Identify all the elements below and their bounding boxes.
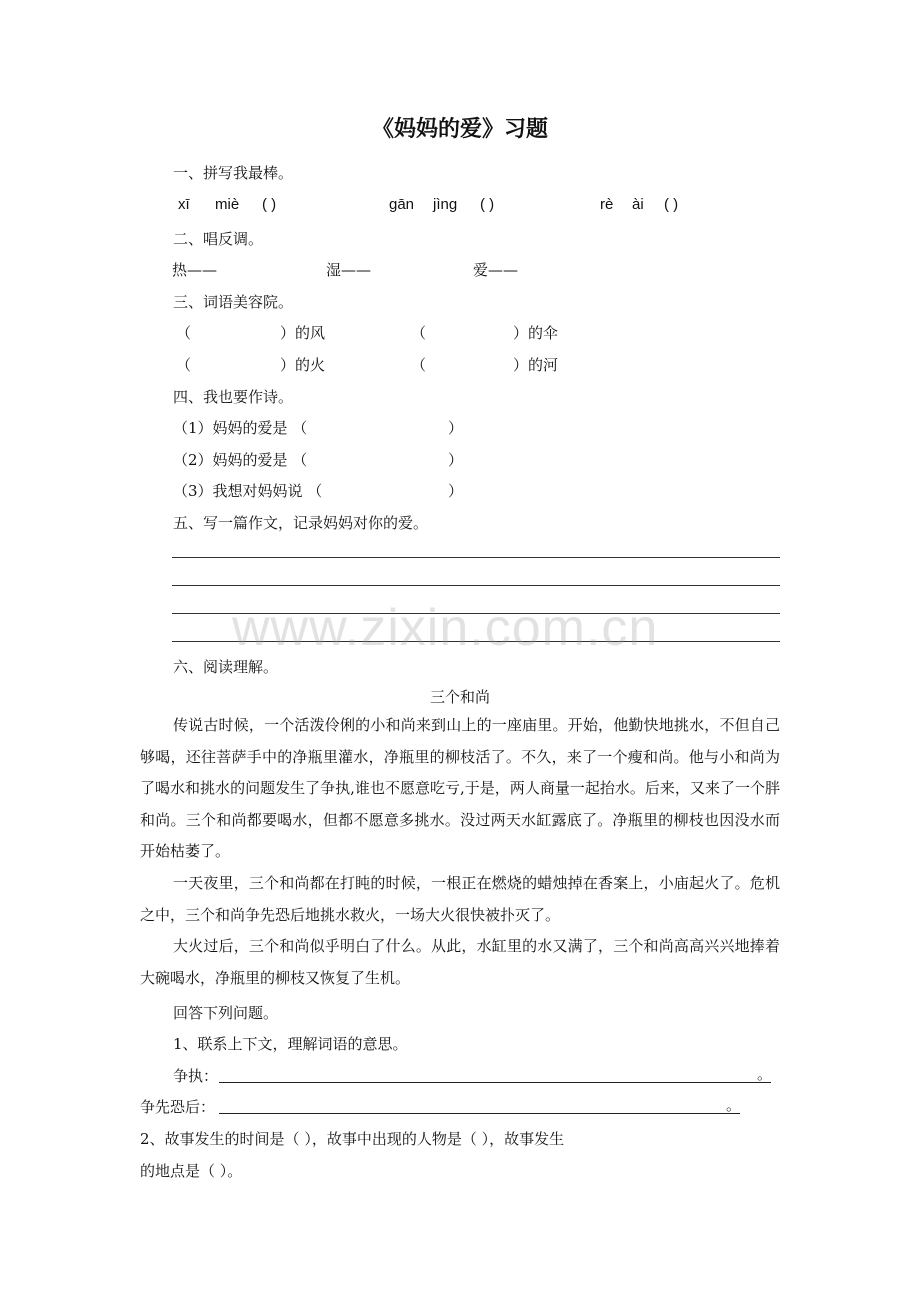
- pinyin-2a: gān: [389, 196, 415, 213]
- phrase-umbrella: ）的伞: [513, 324, 559, 342]
- answer-line-1-period: 。: [757, 1065, 773, 1083]
- section-1-heading: 一、拼写我最棒。: [173, 164, 294, 182]
- antonym-item-1[interactable]: 热——: [172, 261, 218, 279]
- watermark: www.zixin.com.cn: [232, 599, 659, 657]
- pinyin-2b: jìng: [433, 196, 458, 213]
- section-4-heading: 四、我也要作诗。: [173, 388, 294, 406]
- word-label-2: 争先恐后：: [140, 1098, 216, 1116]
- answer-line-2[interactable]: [219, 1113, 740, 1114]
- page-title: 《妈妈的爱》习题: [371, 116, 548, 142]
- section-3-heading: 三、词语美容院。: [173, 293, 294, 311]
- pinyin-3b: ài: [632, 196, 644, 213]
- writing-line[interactable]: [172, 585, 780, 586]
- story-paragraph-2: 一天夜里，三个和尚都在打盹的时候，一根正在燃烧的蜡烛掉在香案上，小庙起火了。危机之中，三个和尚争先恐后地挑水救火，一场大火很快被扑灭了。: [140, 874, 780, 924]
- blank-open[interactable]: （: [176, 324, 192, 342]
- blank-open[interactable]: （: [411, 324, 427, 342]
- story-paragraph-1: 传说古时候，一个活泼伶俐的小和尚来到山上的一座庙里。开始，他勤快地挑水，不但自己够喝，还往菩萨手中的净瓶里灌水，净瓶里的柳枝活了。不久，来了一个瘦和尚。他与小和尚为了喝水和挑水的问题发生了争执,谁也不愿意吃亏,于是，两人商量一起抬水。后来，又来了一个胖和尚。三个和尚都要喝水，但都不愿意多挑水。没过两天水缸露底了。净瓶里的柳枝也因没水而开始枯萎了。: [140, 716, 780, 860]
- phrase-river: ）的河: [513, 356, 559, 374]
- answer-line-1[interactable]: [219, 1082, 771, 1083]
- answer-line-2-period: 。: [726, 1096, 742, 1114]
- section-6-heading: 六、阅读理解。: [173, 658, 279, 676]
- section-2-heading: 二、唱反调。: [173, 230, 264, 248]
- blank-open[interactable]: （: [176, 356, 192, 374]
- poem-line-2: （2）妈妈的爱是 （: [173, 451, 308, 469]
- poem-line-1-close: ）: [448, 419, 464, 437]
- answer-heading: 回答下列问题。: [173, 1004, 279, 1022]
- phrase-fire: ）的火: [280, 356, 326, 374]
- poem-line-1: （1）妈妈的爱是 （: [173, 419, 308, 437]
- writing-line[interactable]: [172, 557, 780, 558]
- phrase-wind: ）的风: [280, 324, 326, 342]
- poem-line-3: （3）我想对妈妈说 （: [173, 482, 323, 500]
- blank-open[interactable]: （: [411, 356, 427, 374]
- pinyin-3a: rè: [600, 196, 614, 213]
- poem-line-3-close: ）: [448, 482, 464, 500]
- story-paragraph-3: 大火过后，三个和尚似乎明白了什么。从此，水缸里的水又满了，三个和尚高高兴兴地捧着大碗喝水，净瓶里的柳枝又恢复了生机。: [140, 937, 780, 987]
- answer-paren-2[interactable]: ( ): [480, 196, 495, 213]
- section-5-heading: 五、写一篇作文，记录妈妈对你的爱。: [173, 514, 429, 532]
- answer-paren-3[interactable]: ( ): [664, 196, 679, 213]
- question-1: 1、联系上下文，理解词语的意思。: [173, 1035, 408, 1053]
- antonym-item-2[interactable]: 湿——: [326, 261, 372, 279]
- pinyin-1a: xī: [178, 196, 190, 213]
- pinyin-1b: miè: [215, 196, 240, 213]
- story-title: 三个和尚: [429, 688, 490, 706]
- word-label-1: 争执：: [173, 1067, 219, 1085]
- question-2-line-1: 2、故事发生的时间是（ ），故事中出现的人物是（ ），故事发生: [140, 1130, 565, 1148]
- poem-line-2-close: ）: [448, 451, 464, 469]
- antonym-item-3[interactable]: 爱——: [473, 261, 519, 279]
- question-2-line-2: 的地点是（ ）。: [140, 1162, 243, 1180]
- answer-paren-1[interactable]: ( ): [262, 196, 277, 213]
